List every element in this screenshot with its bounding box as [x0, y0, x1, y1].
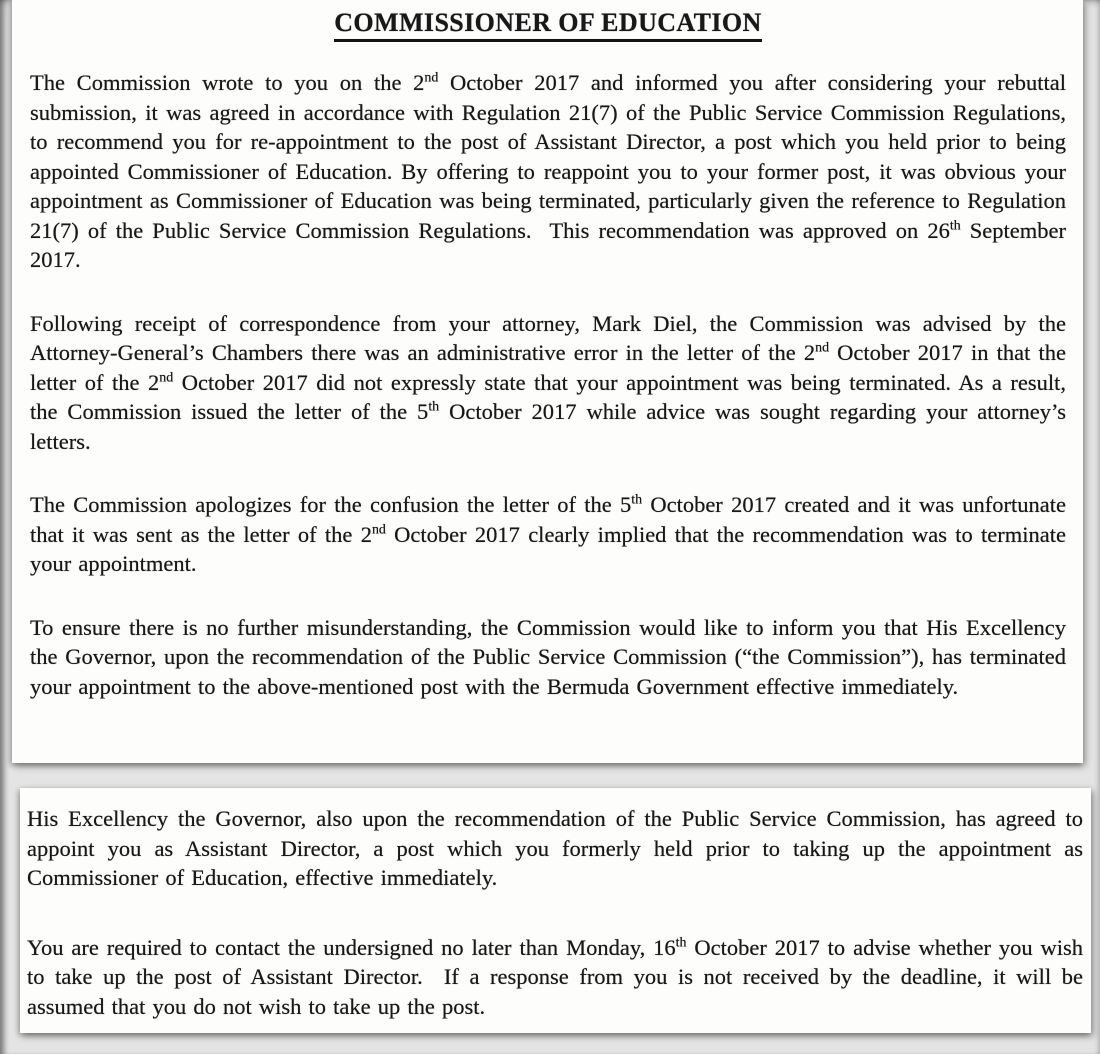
page-2-body — [27, 804, 1083, 1021]
title-row — [30, 6, 1066, 42]
scanned-page-fragment-1 — [12, 0, 1083, 763]
document-title: COMMISSIONER OF EDUCATION — [334, 8, 761, 42]
paragraph-response-deadline: You are required to contact the undersigned no later than Monday, 16th October 2017 to advise whether you wish to take up the post of Assistant Director. If a response from you is not received by the deadline, it will be assumed that you do not wish to take up the post. — [27, 934, 1083, 1019]
paragraph-appointment-assistant-director: His Excellency the Governor, also upon the recommendation of the Public Service Commission, has agreed to appoint you as Assistant Director, a post which you formerly held prior to taking up the appointment as Commissioner of Education, effective immediately. — [27, 806, 1083, 890]
paragraph-administrative-error: Following receipt of correspondence from your attorney, Mark Diel, the Commission was advised by the Attorney-General’s Chambers there was an administrative error in the letter of the 2nd October 2017 in that the letter of the 2nd October 2017 did not expressly state that your appointment was being terminated. As a result, the Commission issued the letter of the 5th October 2017 while advice was sought regarding your attorney’s letters. — [30, 310, 1066, 454]
page-1-body — [30, 68, 1066, 701]
paragraph-apology: The Commission apologizes for the confusion the letter of the 5th October 2017 created and it was unfortunate that it was sent as the letter of the 2nd October 2017 clearly implied that the recommendation was to terminate your appointment. — [30, 492, 1066, 576]
scanned-page-fragment-2 — [20, 788, 1091, 1033]
paragraph-termination-notice: To ensure there is no further misunderstanding, the Commission would like to inform you that His Excellency the Governor, upon the recommendation of the Public Service Commission (“the Commission”), has terminated your appointment to the above-mentioned post with the Bermuda Government effective immediately. — [30, 614, 1066, 699]
paragraph-recommendation-reappointment: The Commission wrote to you on the 2nd October 2017 and informed you after considering your rebuttal submission, it was agreed in accordance with Regulation 21(7) of the Public Service Commission Regulations, to recommend you for re-appointment to the post of Assistant Director, a post which you held prior to being appointed Commissioner of Education. By offering to reappoint you to your former post, it was obvious your appointment as Commissioner of Education was being terminated, particularly given the reference to Regulation 21(7) of the Public Service Commission Regulations. This recommendation was approved on 26th September 2017. — [30, 70, 1067, 272]
